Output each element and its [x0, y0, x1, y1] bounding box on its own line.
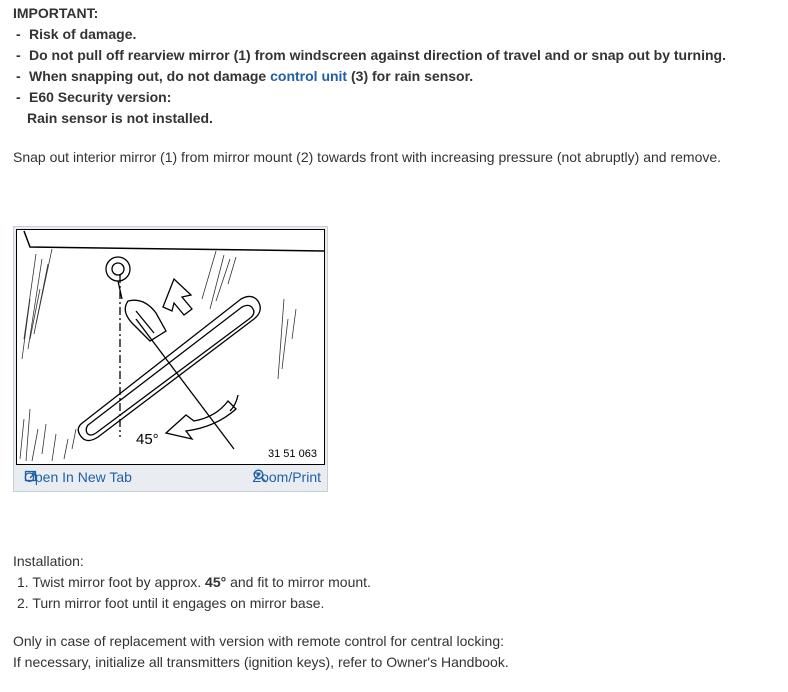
zoom-print-button[interactable]	[253, 469, 321, 485]
mirror-diagram[interactable]	[16, 229, 325, 465]
note-line: Only in case of replacement with version with remote control for central locking:	[13, 633, 504, 649]
open-in-new-tab-button[interactable]	[24, 469, 132, 485]
installation-steps	[13, 572, 371, 614]
open-in-new-tab-label: Open In New Tab	[24, 469, 132, 485]
installation-heading: Installation:	[13, 553, 84, 569]
note-line: If necessary, initialize all transmitters (ignition keys), refer to Owner's Handbook.	[13, 654, 509, 670]
mirror-diagram-drawing	[16, 229, 325, 465]
installation-step: 1. Twist mirror foot by approx. 45° and fit to mirror mount.	[17, 574, 371, 590]
important-continuation: Rain sensor is not installed.	[27, 110, 213, 126]
figure-number: 31 51 063	[268, 448, 317, 460]
installation-section	[13, 551, 371, 614]
control-unit-link[interactable]: control unit	[270, 68, 348, 84]
important-heading: IMPORTANT:	[13, 5, 99, 21]
important-item: - When snapping out, do not damage control unit (3) for rain sensor.	[16, 68, 474, 84]
important-item: - Risk of damage.	[16, 26, 137, 42]
important-item: - E60 Security version:	[16, 89, 172, 105]
angle-label: 45°	[136, 431, 159, 448]
important-item: - Do not pull off rearview mirror (1) from windscreen against direction of travel and or snap out by turning.	[16, 47, 726, 63]
important-list	[13, 24, 726, 108]
zoom-print-label: Zoom/Print	[252, 469, 321, 485]
figure-toolbar	[14, 465, 327, 491]
figure-panel	[13, 226, 328, 492]
replacement-note	[13, 631, 509, 673]
instruction-paragraph: Snap out interior mirror (1) from mirror mount (2) towards front with increasing pressure (not abruptly) and remove.	[13, 149, 722, 165]
zoom-icon	[253, 469, 267, 483]
new-tab-icon	[24, 469, 38, 483]
installation-step: 2. Turn mirror foot until it engages on mirror base.	[17, 595, 325, 611]
important-notice	[13, 3, 726, 129]
